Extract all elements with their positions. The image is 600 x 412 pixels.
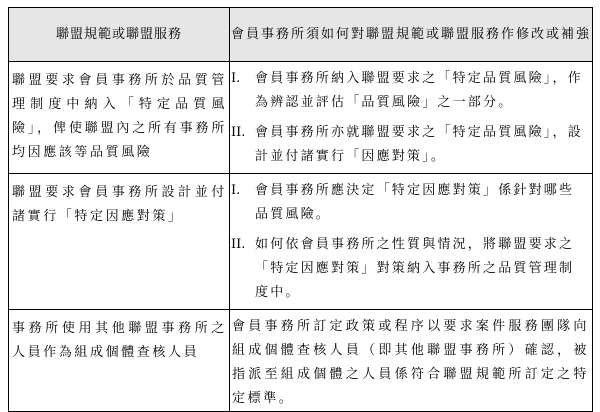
table-row	[9, 310, 593, 412]
table-row	[9, 62, 593, 174]
item-text: 會員事務所亦就聯盟要求之「特定品質風險」，設計並付諸實行「因應對策」。	[255, 125, 583, 164]
list-item	[230, 233, 592, 305]
row-3-left-cell	[9, 310, 230, 412]
row-3-right-cell	[230, 310, 593, 412]
list-item	[230, 179, 592, 227]
header-network-requirement: 聯盟規範或聯盟服務	[9, 8, 230, 62]
item-number: II.	[231, 125, 246, 140]
row-2-list	[230, 174, 592, 309]
item-text: 會員事務所納入聯盟要求之「特定品質風險」，作為辨認並評估「品質風險」之一部分。	[255, 71, 583, 110]
row-2-left-cell	[9, 174, 230, 310]
row-2-right-cell	[230, 174, 593, 310]
table-header-row	[9, 8, 593, 62]
table-row	[9, 174, 593, 310]
item-number: II.	[231, 237, 246, 252]
requirements-table-container	[8, 7, 592, 412]
item-text: 會員事務所應決定「特定因應對策」係針對哪些品質風險。	[255, 183, 575, 222]
row-3-requirement: 事務所使用其他聯盟事務所之人員作為組成個體查核人員	[12, 321, 227, 360]
item-number: I.	[231, 183, 241, 198]
header-firm-adaptation: 會員事務所須如何對聯盟規範或聯盟服務作修改或補強	[230, 8, 593, 62]
row-3-response: 會員事務所訂定政策或程序以要求案件服務團隊向組成個體查核人員（即其他聯盟事務所）確認，被指派至組成個體之人員係符合聯盟規範所訂定之特定標準。	[232, 319, 589, 406]
row-1-requirement: 聯盟要求會員事務所於品質管理制度中納入「特定品質風險」，俾使聯盟內之所有事務所均因應該等品質風險	[12, 73, 227, 160]
row-1-right-cell	[230, 62, 593, 174]
list-item	[230, 121, 592, 169]
row-1-list	[230, 62, 592, 173]
requirements-table	[8, 7, 593, 412]
item-text: 如何依會員事務所之性質與情況，將聯盟要求之「特定因應對策」對策納入事務所之品質管理制度中。	[255, 237, 575, 300]
item-number: I.	[231, 71, 241, 86]
row-1-left-cell	[9, 62, 230, 174]
row-2-requirement: 聯盟要求會員事務所設計並付諸實行「特定因應對策」	[12, 185, 227, 224]
list-item	[230, 67, 592, 115]
